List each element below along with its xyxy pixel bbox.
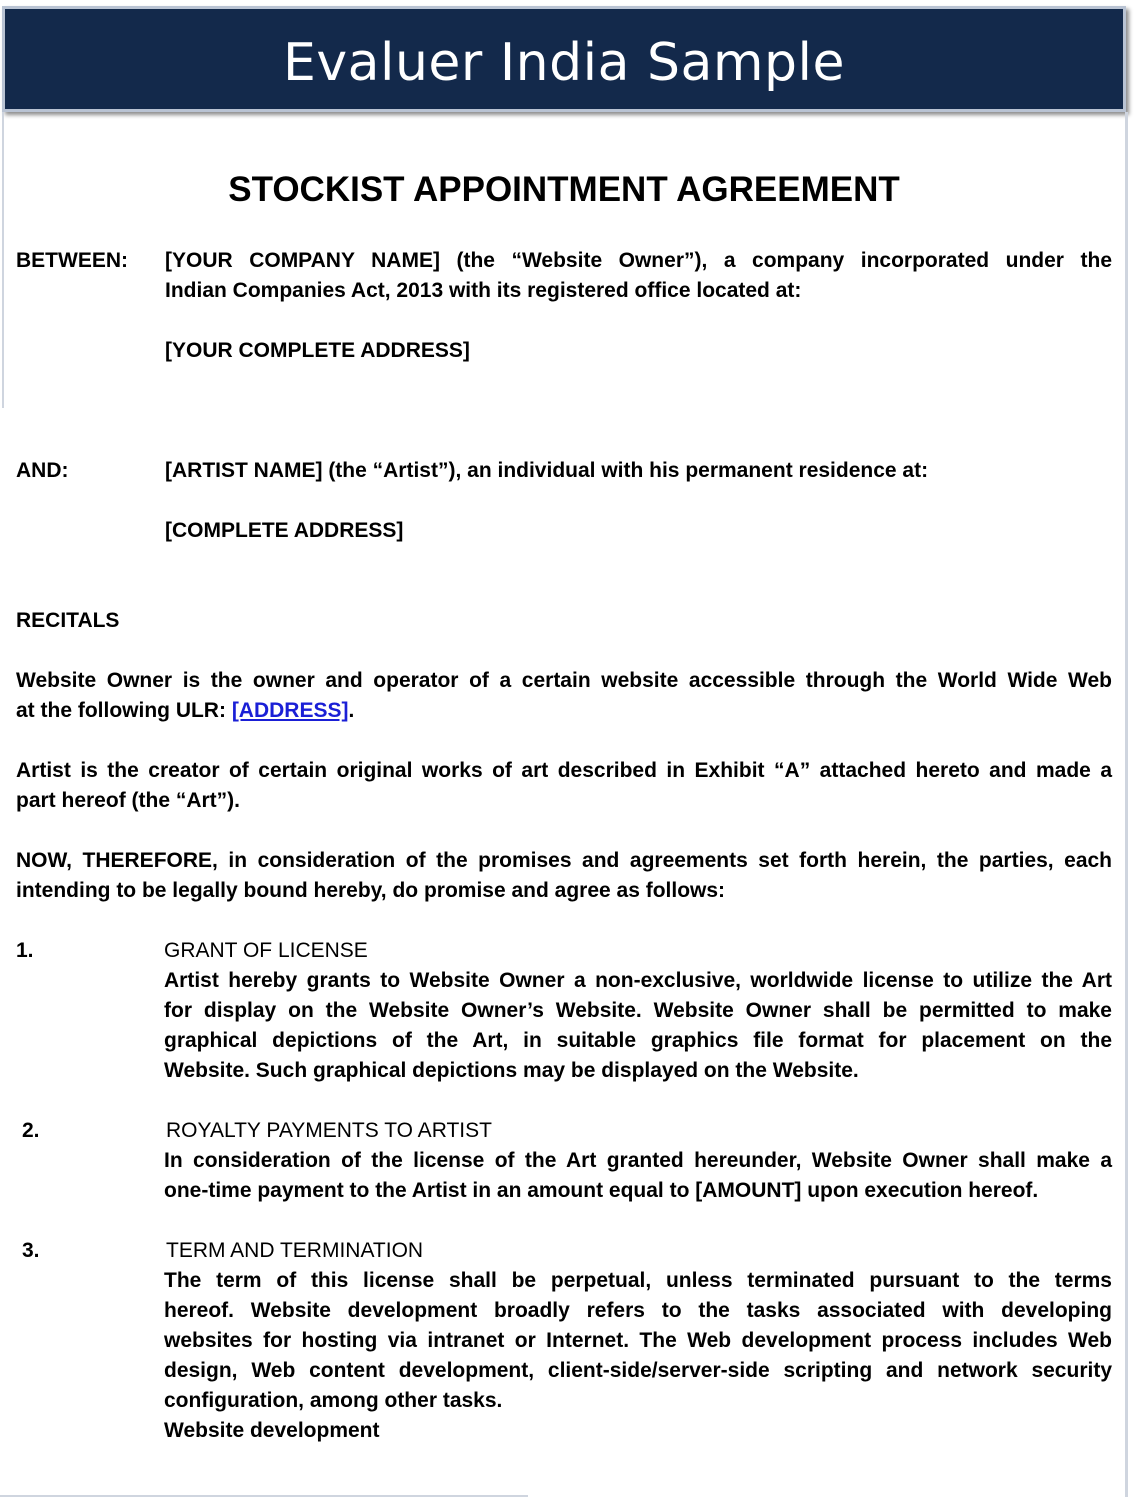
section-1-number: 1. xyxy=(16,939,34,962)
section-2-line-2: one-time payment to the Artist in an amount equal to [AMOUNT] upon execution hereof. xyxy=(164,1179,1039,1202)
section-2-heading: ROYALTY PAYMENTS TO ARTIST xyxy=(166,1119,492,1142)
document-title: STOCKIST APPOINTMENT AGREEMENT xyxy=(228,170,900,209)
section-3-line-3: websites for hosting via intranet or Internet. The Web development process includes Web xyxy=(164,1329,1112,1352)
section-3-number: 3. xyxy=(22,1239,40,1262)
section-3-line-2: hereof. Website development broadly refers to the tasks associated with developing xyxy=(164,1299,1112,1322)
section-3-heading: TERM AND TERMINATION xyxy=(166,1239,424,1262)
recitals-p3-line-1: NOW, THEREFORE, in consideration of the promises and agreements set forth herein, the parties, each xyxy=(16,849,1112,872)
section-1-line-2: for display on the Website Owner’s Website. Website Owner shall be permitted to make xyxy=(164,999,1112,1022)
banner xyxy=(2,6,1126,112)
recitals-p1-suffix: . xyxy=(348,699,355,722)
section-1-line-1: Artist hereby grants to Website Owner a non-exclusive, worldwide license to utilize the Art xyxy=(164,969,1112,992)
recitals-p2-line-1: Artist is the creator of certain original works of art described in Exhibit “A” attached hereto and made a xyxy=(16,759,1112,782)
and-line-1: [ARTIST NAME] (the “Artist”), an individual with his permanent residence at: xyxy=(165,459,929,482)
page-edge-left xyxy=(2,112,4,408)
between-line-2: Indian Companies Act, 2013 with its registered office located at: xyxy=(165,279,802,302)
section-1-line-3: graphical depictions of the Art, in suitable graphics file format for placement on the xyxy=(164,1029,1112,1052)
section-3-line-1: The term of this license shall be perpetual, unless terminated pursuant to the terms xyxy=(164,1269,1112,1292)
recitals-p1-line-1: Website Owner is the owner and operator of a certain website accessible through the World Wide Web xyxy=(16,669,1112,692)
recitals-p2-line-2: part hereof (the “Art”). xyxy=(16,789,241,812)
section-2-line-1: In consideration of the license of the Art granted hereunder, Website Owner shall make a xyxy=(164,1149,1112,1172)
recitals-p3-line-2: intending to be legally bound hereby, do promise and agree as follows: xyxy=(16,879,726,902)
banner-title: Evaluer India Sample xyxy=(283,33,845,93)
page-edge-right xyxy=(1125,112,1128,1497)
section-1-line-4: Website. Such graphical depictions may be displayed on the Website. xyxy=(164,1059,859,1082)
section-3-line-5: configuration, among other tasks. xyxy=(164,1389,503,1412)
section-3-line-4: design, Web content development, client-side/server-side scripting and network security xyxy=(164,1359,1112,1382)
and-label: AND: xyxy=(16,459,69,482)
recitals-heading: RECITALS xyxy=(16,609,120,632)
recitals-p1-line-2 xyxy=(16,696,354,726)
between-address: [YOUR COMPLETE ADDRESS] xyxy=(165,339,470,362)
between-label: BETWEEN: xyxy=(16,249,128,272)
between-line-1: [YOUR COMPANY NAME] (the “Website Owner”), a company incorporated under the xyxy=(165,249,1112,272)
recitals-p1-prefix: at the following ULR: xyxy=(16,699,232,722)
address-link[interactable]: [ADDRESS] xyxy=(231,699,349,722)
section-1-heading: GRANT OF LICENSE xyxy=(164,939,368,962)
and-address: [COMPLETE ADDRESS] xyxy=(165,519,404,542)
section-2-number: 2. xyxy=(22,1119,40,1142)
section-3-line-6: Website development xyxy=(164,1419,380,1442)
